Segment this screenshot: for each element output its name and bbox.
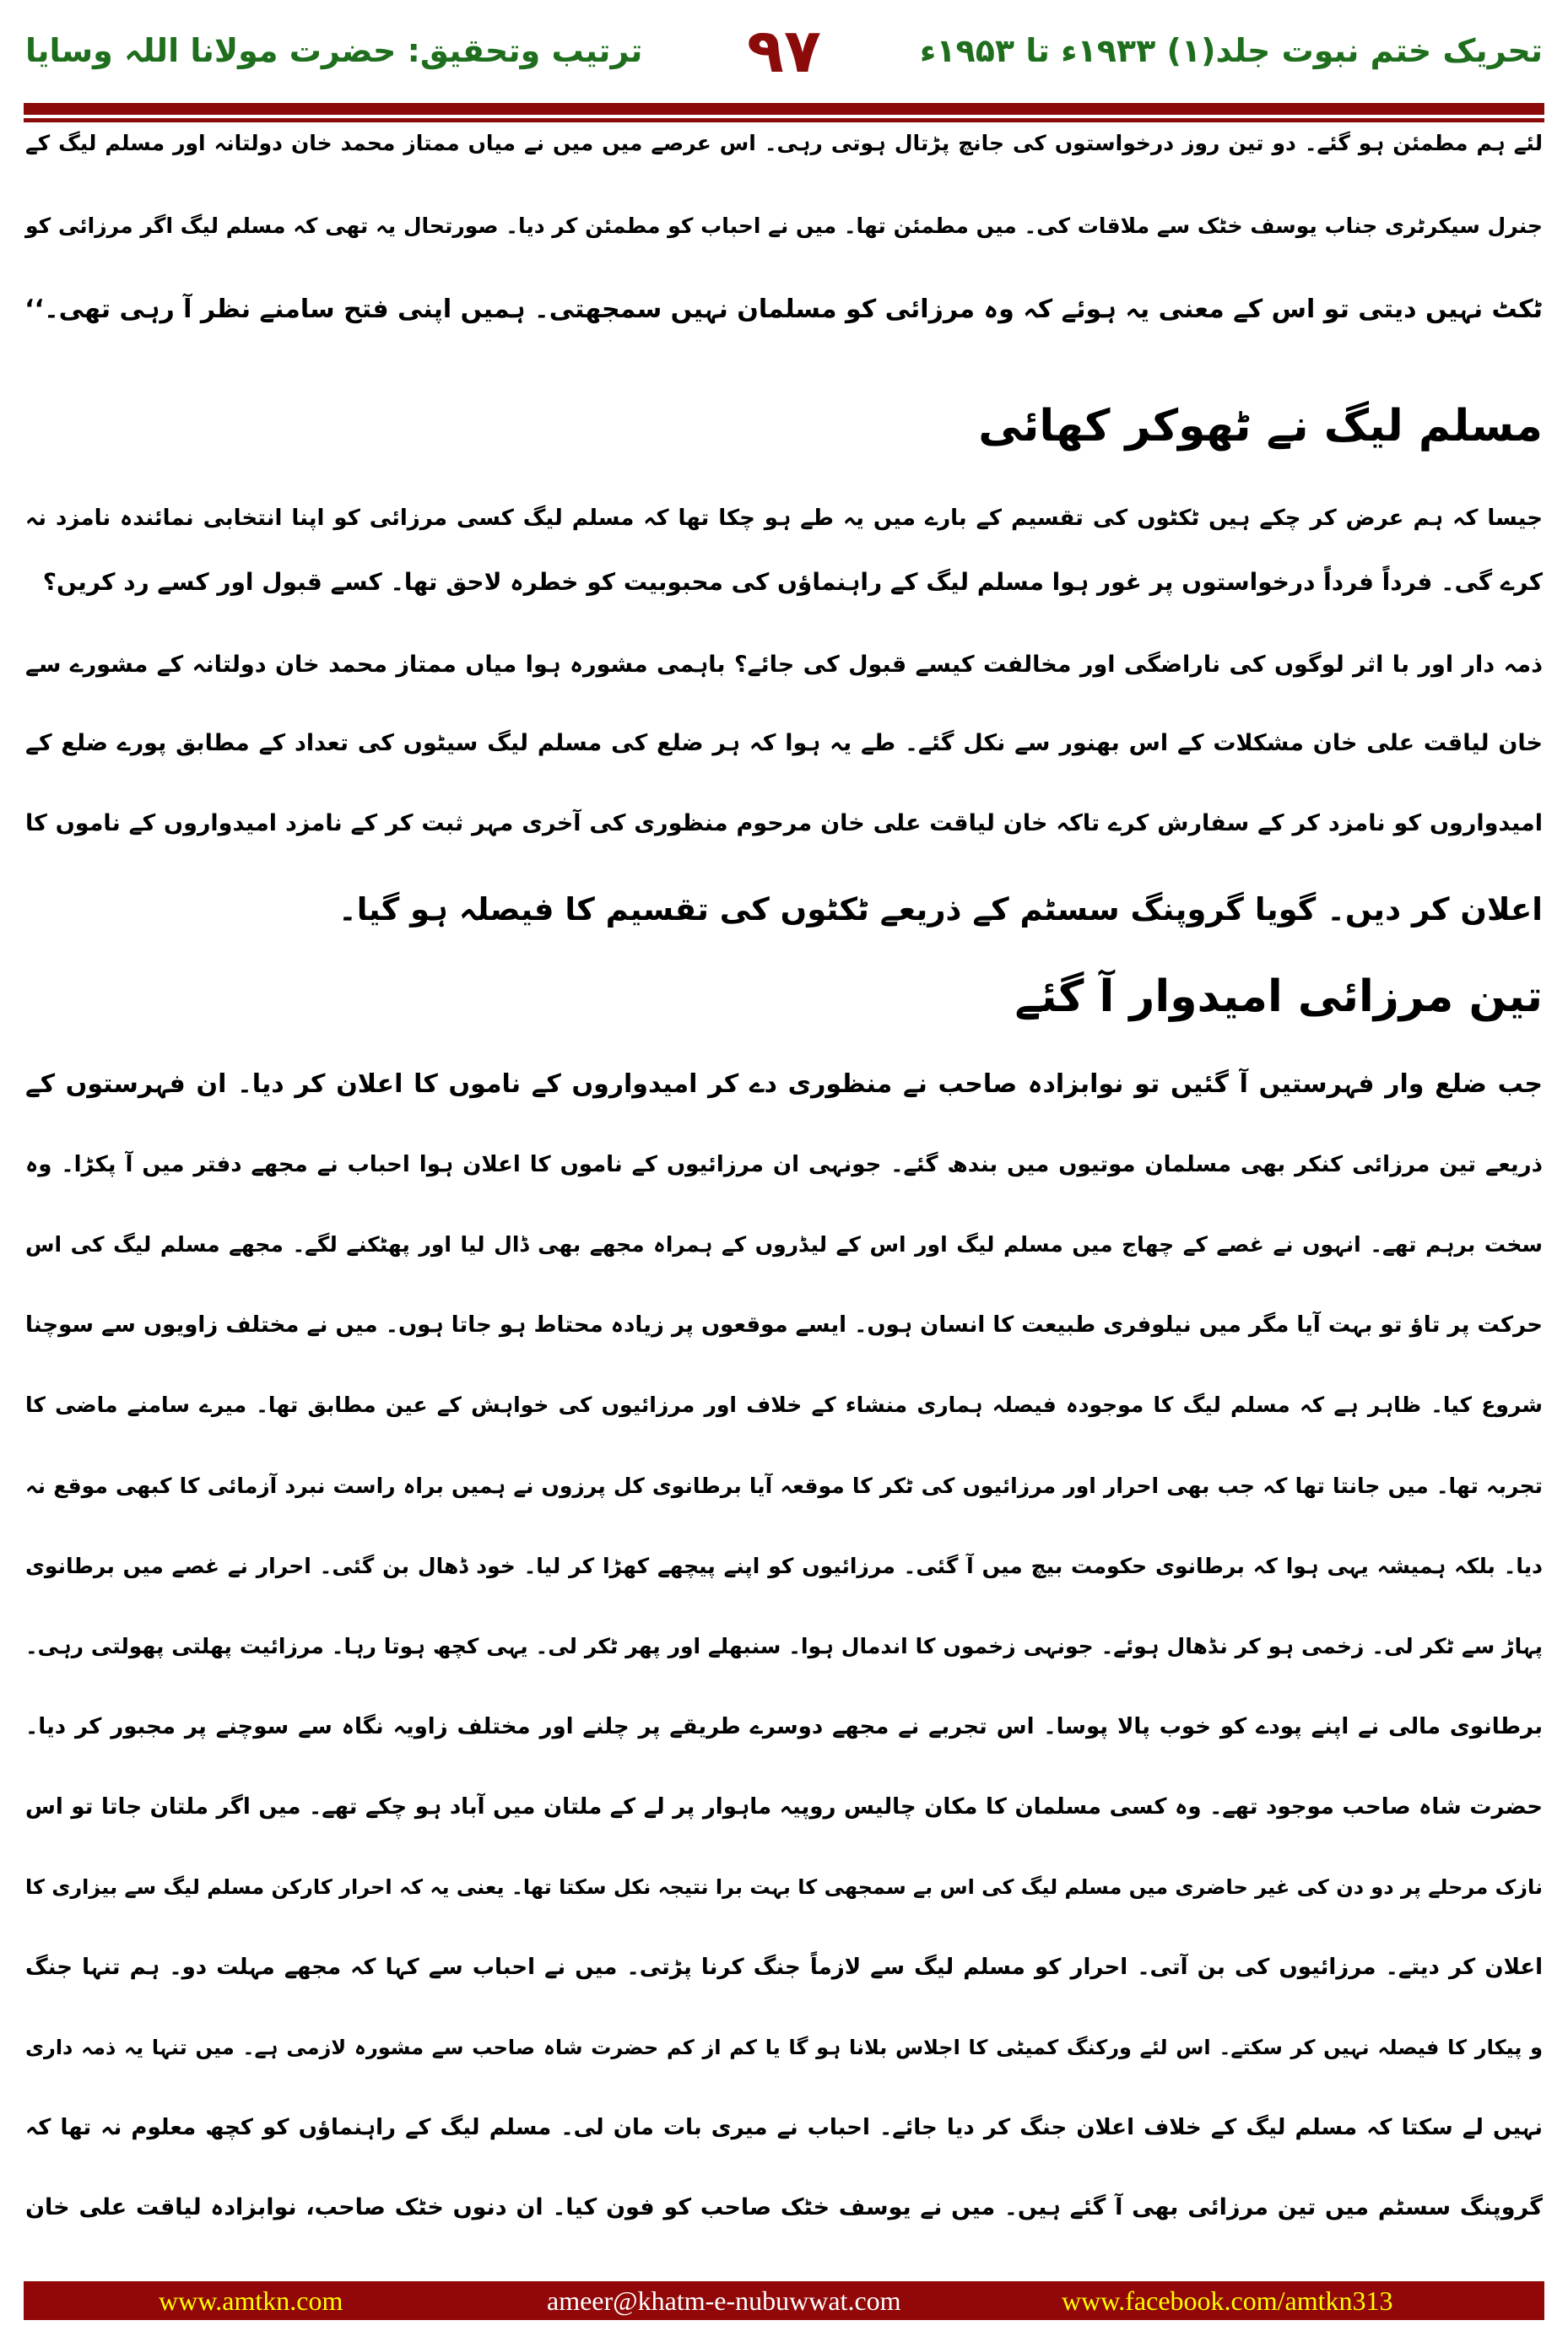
section-heading: مسلم لیگ نے ٹھوکر کھائی: [978, 401, 1543, 452]
text-line: و پیکار کا فیصلہ نہیں کر سکتے۔ اس لئے ورکنگ کمیٹی کا اجلاس بلانا ہو گا یا کم از کم حضرت شاہ صاحب سے مشورہ لازمی ہے۔ میں تنہا یہ ذمہ داری: [25, 2036, 1543, 2060]
page-number: ۹۷: [747, 15, 821, 86]
text-line: حضرت شاہ صاحب موجود تھے۔ وہ کسی مسلمان کا مکان چالیس روپیہ ماہوار پر لے کے ملتان میں آباد ہو چکے تھے۔ میں اگر ملتان جاتا تو اس: [25, 1793, 1543, 1820]
text-line: اعلان کر دیں۔ گویا گروپنگ سسٹم کے ذریعے ٹکٹوں کی تقسیم کا فیصلہ ہو گیا۔: [338, 891, 1543, 928]
text-line: جب ضلع وار فہرستیں آ گئیں تو نوابزادہ صاحب نے منظوری دے کر امیدواروں کے ناموں کا اعلان کر دیا۔ ان فہرستوں کے: [25, 1069, 1543, 1099]
text-line: نہیں لے سکتا کہ مسلم لیگ کے خلاف اعلان جنگ کر دیا جائے۔ احباب نے میری بات مان لی۔ مسلم لیگ کے راہنماؤں کو کچھ معلوم نہ تھا کہ: [25, 2115, 1543, 2141]
text-line: خان لیاقت علی خان مشکلات کے اس بھنور سے نکل گئے۔ طے یہ ہوا کہ ہر ضلع کی مسلم لیگ سیٹوں کی تعداد کے مطابق پورے ضلع کے: [25, 730, 1543, 756]
text-line: دیا۔ بلکہ ہمیشہ یہی ہوا کہ برطانوی حکومت بیچ میں آ گئی۔ مرزائیوں کو اپنے پیچھے کھڑا کر لیا۔ خود ڈھال بن گئی۔ احرار نے غصے میں برطانوی: [25, 1553, 1543, 1578]
text-line: اعلان کر دیتے۔ مرزائیوں کی بن آتی۔ احرار کو مسلم لیگ سے لازماً جنگ کرنا پڑتی۔ میں نے احباب سے کہا کہ مجھے مہلت دو۔ ہم تنہا جنگ: [25, 1955, 1543, 1981]
text-line: ٹکٹ نہیں دیتی تو اس کے معنی یہ ہوئے کہ وہ مرزائی کو مسلمان نہیں سمجھتی۔ ہمیں اپنی فتح سامنے نظر آ رہی تھی۔‘‘: [24, 295, 1543, 324]
text-line: نازک مرحلے پر دو دن کی غیر حاضری میں مسلم لیگ کی اس بے سمجھی کا بہت برا نتیجہ نکل سکتا تھا۔ یعنی یہ کہ احرار کارکن مسلم لیگ سے بیزاری کا: [25, 1875, 1543, 1899]
footer-facebook-link[interactable]: www.facebook.com/amtkn313: [1062, 2285, 1393, 2316]
text-line: ذمہ دار اور با اثر لوگوں کی ناراضگی اور مخالفت کیسے قبول کی جائے؟ باہمی مشورہ ہوا میاں ممتاز محمد خان دولتانہ کے مشورے سے: [25, 652, 1543, 678]
book-title: تحریک ختم نبوت جلد(۱) ۱۹۳۳ء تا ۱۹۵۳ء: [919, 32, 1543, 69]
text-line: شروع کیا۔ ظاہر ہے کہ مسلم لیگ کا موجودہ فیصلہ ہماری منشاء کے خلاف اور مرزائیوں کی خواہش کے عین مطابق تھا۔ میرے سامنے ماضی کا: [25, 1393, 1543, 1418]
text-line: جیسا کہ ہم عرض کر چکے ہیں ٹکٹوں کی تقسیم کے بارے میں یہ طے ہو چکا تھا کہ مسلم لیگ کسی مرزائی کو اپنا انتخابی نمائندہ نامزد نہ: [25, 506, 1543, 531]
text-line: امیدواروں کو نامزد کر کے سفارش کرے تاکہ خان لیاقت علی خان مرحوم منظوری کی آخری مہر ثبت کر کے نامزد امیدواروں کے ناموں کا: [25, 810, 1543, 836]
text-line: تجربہ تھا۔ میں جانتا تھا کہ جب بھی احرار اور مرزائیوں کی ٹکر کا موقعہ آیا برطانوی کل پرزوں نے ہمیں براہ راست نبرد آزمائی کا کبھی موقع نہ: [25, 1473, 1543, 1498]
text-line: پہاڑ سے ٹکر لی۔ زخمی ہو کر نڈھال ہوئے۔ جونہی زخموں کا اندمال ہوا۔ سنبھلے اور پھر ٹکر لی۔ یہی کچھ ہوتا رہا۔ مرزائیت پھلتی پھولتی رہی۔: [25, 1633, 1543, 1658]
text-line: ذریعے تین مرزائی کنکر بھی مسلمان موتیوں میں بندھ گئے۔ جونہی ان مرزائیوں کے ناموں کا اعلان ہوا احباب نے مجھے دفتر میں آ پکڑا۔ وہ: [25, 1152, 1543, 1178]
text-line: حرکت پر تاؤ تو بہت آیا مگر میں نیلوفری طبیعت کا انسان ہوں۔ ایسے موقعوں پر زیادہ محتاط ہو جاتا ہوں۔ میں نے مختلف زاویوں سے سوچنا: [25, 1312, 1543, 1339]
text-line: گروپنگ سسٹم میں تین مرزائی بھی آ گئے ہیں۔ میں نے یوسف خٹک صاحب کو فون کیا۔ ان دنوں خٹک صاحب، نوابزادہ لیاقت علی خان: [25, 2194, 1543, 2221]
footer-bar: [24, 2281, 1544, 2320]
text-line: لئے ہم مطمئن ہو گئے۔ دو تین روز درخواستوں کی جانچ پڑتال ہوتی رہی۔ اس عرصے میں میں نے میاں ممتاز محمد خان دولتانہ اور مسلم لیگ کے: [25, 131, 1543, 155]
section-heading: تین مرزائی امیدوار آ گئے: [1014, 971, 1543, 1022]
text-line: جنرل سیکرٹری جناب یوسف خٹک سے ملاقات کی۔ میں مطمئن تھا۔ میں نے احباب کو مطمئن کر دیا۔ صورتحال یہ تھی کہ مسلم لیگ اگر مرزائی کو: [25, 214, 1543, 238]
text-line: برطانوی مالی نے اپنے پودے کو خوب پالا پوسا۔ اس تجربے نے مجھے دوسرے طریقے پر چلنے اور مختلف زاویہ نگاہ سے سوچنے پر مجبور کر دیا۔: [25, 1713, 1543, 1739]
text-line: سخت برہم تھے۔ انہوں نے غصے کے چھاج میں مسلم لیگ اور اس کے لیڈروں کے ہمراہ مجھے بھی ڈال لیا اور پھٹکنے لگے۔ مجھے مسلم لیگ کی اس: [25, 1232, 1543, 1258]
footer-website-link[interactable]: www.amtkn.com: [159, 2285, 343, 2316]
compiler-credit: ترتیب وتحقیق: حضرت مولانا اللہ وسایا: [25, 32, 643, 69]
text-line: کرے گی۔ فرداً فرداً درخواستوں پر غور ہوا مسلم لیگ کے راہنماؤں کی محبوبیت کو خطرہ لاحق تھا۔ کسے قبول اور کسے رد کریں؟: [42, 568, 1543, 596]
footer-email-link[interactable]: ameer@khatm-e-nubuwwat.com: [547, 2285, 901, 2316]
